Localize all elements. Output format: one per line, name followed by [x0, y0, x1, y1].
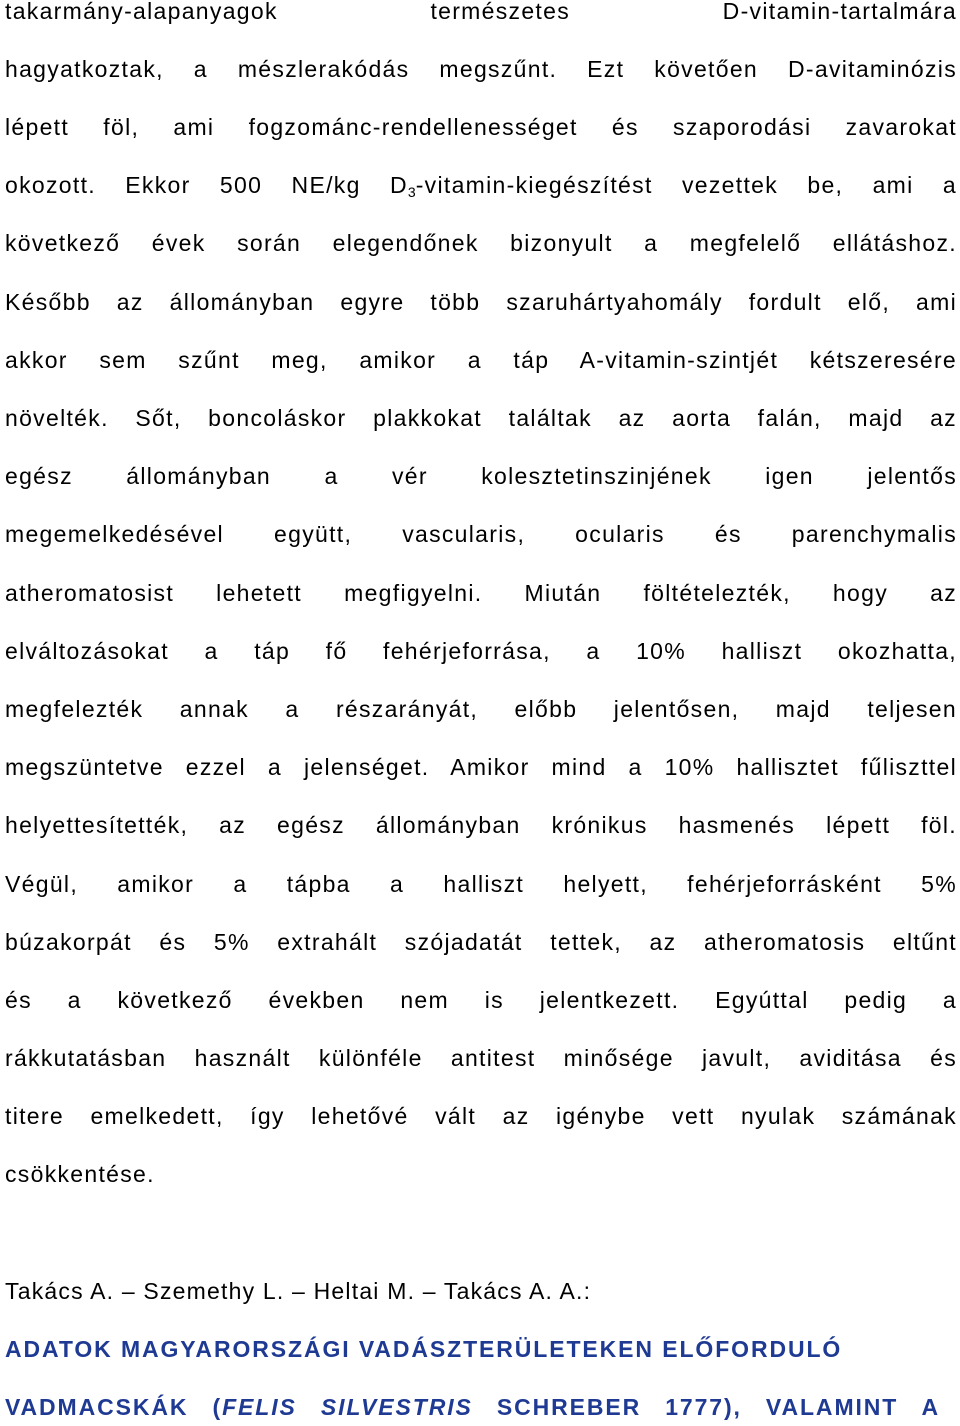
article-title-line-1: ADATOK MAGYARORSZÁGI VADÁSZTERÜLETEKEN ELŐFORDULÓ: [5, 1336, 843, 1362]
body-line-7: akkor sem szűnt meg, amikor a táp A-vitamin-szintjét kétszeresére: [5, 347, 957, 373]
body-line-1: takarmány-alapanyagok természetes D-vitamin-tartalmára: [5, 0, 957, 24]
title-suffix: SCHREBER 1777), VALAMINT A: [472, 1394, 940, 1420]
body-line-17: búzakorpát és 5% extrahált szójadatát tettek, az atheromatosis eltűnt: [5, 929, 957, 955]
body-line-19: rákkutatásban használt különféle antitest minősége javult, aviditása és: [5, 1045, 957, 1071]
title-species-name: FELIS SILVESTRIS: [222, 1394, 473, 1420]
body-line-12: elváltozásokat a táp fő fehérjeforrása, a 10% halliszt okozhatta,: [5, 638, 957, 664]
author-list: Takács A. – Szemethy L. – Heltai M. – Takács A. A.:: [5, 1278, 592, 1304]
body-line-11: atheromatosist lehetett megfigyelni. Miután föltételezték, hogy az: [5, 580, 957, 606]
body-line-4: okozott. Ekkor 500 NE/kg D3-vitamin-kiegészítést vezettek be, ami a: [5, 172, 957, 200]
body-line-14: megszüntetve ezzel a jelenséget. Amikor mind a 10% hallisztet fűliszttel: [5, 754, 957, 780]
body-line-5: következő évek során elegendőnek bizonyult a megfelelő ellátáshoz.: [5, 230, 957, 256]
body-line-9: egész állományban a vér kolesztetinszinjének igen jelentős: [5, 463, 957, 489]
body-line-21: csökkentése.: [5, 1161, 155, 1187]
body-line-6: Később az állományban egyre több szaruhártyahomály fordult elő, ami: [5, 289, 957, 315]
body-line-3: lépett föl, ami fogzománc-rendellenességet és szaporodási zavarokat: [5, 114, 957, 140]
body-line-15: helyettesítették, az egész állományban krónikus hasmenés lépett föl.: [5, 812, 957, 838]
subscript-3: 3: [407, 184, 416, 200]
body-line-8: növelték. Sőt, boncoláskor plakkokat találtak az aorta falán, majd az: [5, 405, 957, 431]
body-line-20: titere emelkedett, így lehetővé vált az igénybe vett nyulak számának: [5, 1103, 957, 1129]
title-prefix: VADMACSKÁK (: [5, 1394, 223, 1420]
body-line-16: Végül, amikor a tápba a halliszt helyett, fehérjeforrásként 5%: [5, 871, 957, 897]
body-line-2: hagyatkoztak, a mészlerakódás megszűnt. Ezt követően D-avitaminózis: [5, 56, 957, 82]
body-line-13: megfelezték annak a részarányát, előbb jelentősen, majd teljesen: [5, 696, 957, 722]
body-line-10: megemelkedésével együtt, vascularis, ocularis és parenchymalis: [5, 521, 957, 547]
body-line-18: és a következő években nem is jelentkezett. Egyúttal pedig a: [5, 987, 957, 1013]
article-title-line-2: [5, 1392, 940, 1422]
